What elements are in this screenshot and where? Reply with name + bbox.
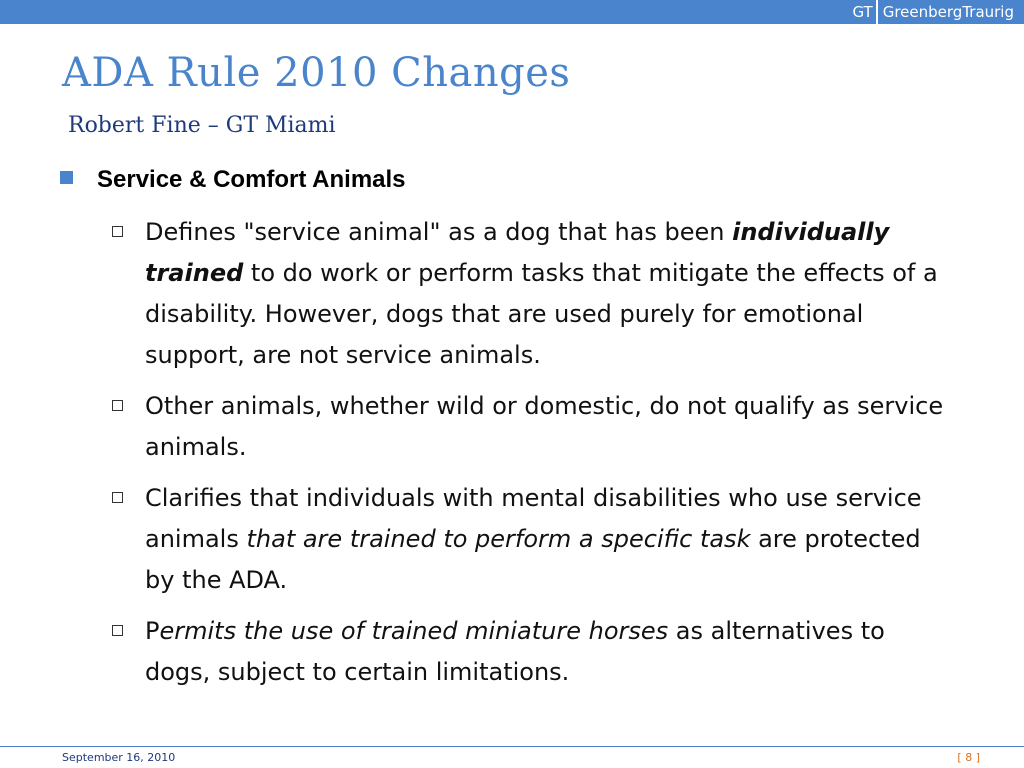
hollow-square-bullet-icon xyxy=(112,226,123,237)
text-run: Defines "service animal" as a dog that has been xyxy=(145,218,733,246)
text-run: are protected by the ADA. xyxy=(145,525,921,594)
text-run: to do work or perform tasks that mitigate the effects of a disability. However, dogs that are used purely for emotional support, are not service animals. xyxy=(145,259,938,369)
slide-subtitle: Robert Fine – GT Miami xyxy=(68,113,336,138)
main-bullet-text: Service & Comfort Animals xyxy=(97,166,406,193)
sub-bullet-1 xyxy=(112,212,976,376)
slide-content xyxy=(56,162,976,703)
sub-bullet-list xyxy=(112,212,976,693)
text-run: P xyxy=(145,617,160,645)
text-run: Other animals, whether wild or domestic, do not qualify as service animals. xyxy=(145,392,944,461)
footer-divider xyxy=(0,746,1024,747)
sub-bullet-text xyxy=(145,212,955,376)
brand-mark: GT xyxy=(846,0,875,24)
page-number: [ 8 ] xyxy=(957,751,980,764)
sub-bullet-3 xyxy=(112,478,976,601)
hollow-square-bullet-icon xyxy=(112,492,123,503)
square-bullet-icon xyxy=(60,171,73,184)
brand-logo xyxy=(846,0,1024,24)
sub-bullet-text xyxy=(145,386,955,468)
slide-title: ADA Rule 2010 Changes xyxy=(62,50,571,96)
emphasis-text: that are trained to perform a specific task xyxy=(246,525,751,553)
text-run: as alternatives to dogs, subject to certain limitations. xyxy=(145,617,885,686)
sub-bullet-4 xyxy=(112,611,976,693)
sub-bullet-text xyxy=(145,478,955,601)
main-bullet xyxy=(56,162,976,198)
sub-bullet-text xyxy=(145,611,955,693)
brand-name: GreenbergTraurig xyxy=(878,0,1024,24)
hollow-square-bullet-icon xyxy=(112,625,123,636)
sub-bullet-2 xyxy=(112,386,976,468)
emphasis-text: individually trained xyxy=(145,218,890,287)
hollow-square-bullet-icon xyxy=(112,400,123,411)
footer-date: September 16, 2010 xyxy=(62,751,176,764)
text-run: Clarifies that individuals with mental disabilities who use service animals xyxy=(145,484,922,553)
emphasis-text: ermits the use of trained miniature horses xyxy=(159,617,669,645)
